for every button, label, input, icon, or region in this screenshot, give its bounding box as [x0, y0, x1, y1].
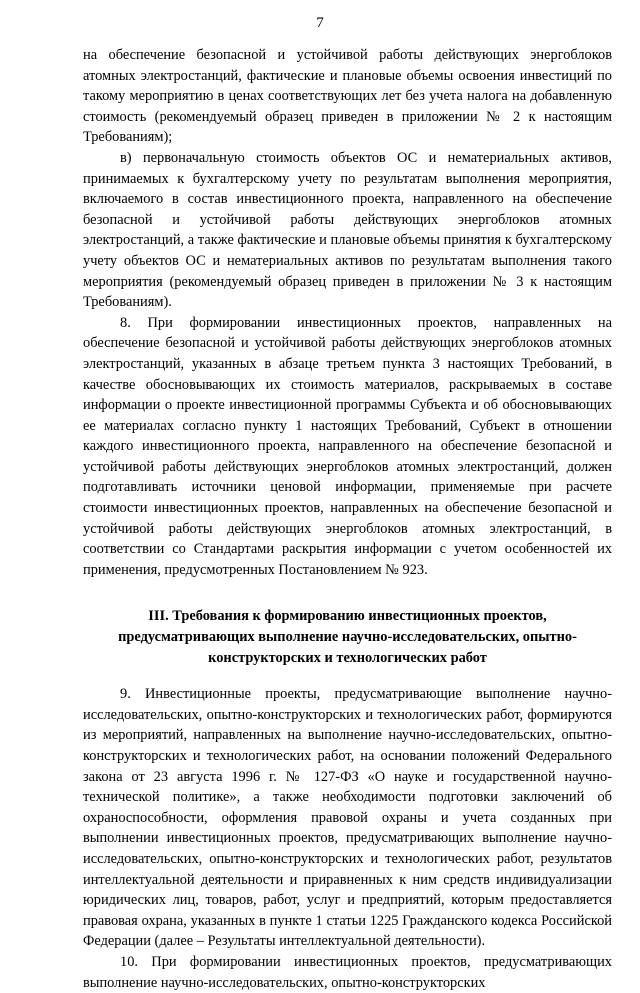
- paragraph-continuation: на обеспечение безопасной и устойчивой работы действующих энергоблоков атомных электростанций, фактические и плановые объемы освоения инвестиций по такому мероприятию в ценах соответствующих лет без учета налога на добавленную стоимость (рекомендуемый образец приведен в приложении № 2 к настоящим Требованиям);: [83, 47, 612, 146]
- document-body: [83, 45, 612, 993]
- paragraph-item-10: 10. При формировании инвестиционных проектов, предусматривающих выполнение научно-исследовательских, опытно-конструкторских: [83, 953, 612, 991]
- paragraph-item-8: 8. При формировании инвестиционных проектов, направленных на обеспечение безопасной и устойчивой работы действующих энергоблоков атомных электростанций, указанных в абзаце третьем пункта 3 настоящих Требований, в качестве обосновывающих их стоимость материалов, раскрываемых в составе информации о проекте инвестиционной программы Субъекта и об обосновывающих ее материалах согласно пункту 1 настоящих Требований, Субъект в отношении каждого инвестиционного проекта, направленного на обеспечение безопасной и устойчивой работы действующих энергоблоков атомных электростанций, должен подготавливать источники ценовой информации, применяемые при расчете стоимости инвестиционных проектов, направленных на обеспечение безопасной и устойчивой работы действующих энергоблоков атомных электростанций, в соответствии со Стандартами раскрытия информации с учетом особенностей их применения, предусмотренных Постановлением № 923.: [83, 314, 612, 578]
- section-heading-line: III. Требования к формированию инвестиционных проектов,: [148, 608, 547, 625]
- section-heading-line: предусматривающих выполнение научно-исследовательских, опытно-: [118, 629, 577, 646]
- paragraph-item-v: в) первоначальную стоимость объектов ОС и нематериальных активов, принимаемых к бухгалтерскому учету по результатам выполнения мероприятия, включаемого в состав инвестиционного проекта, направленного на обеспечение безопасной и устойчивой работы действующих энергоблоков атомных электростанций, а также фактические и плановые объемы принятия к бухгалтерскому учету объектов ОС и нематериальных активов по результатам выполнения такого мероприятия (рекомендуемый образец приведен в приложении № 3 к настоящим Требованиям).: [83, 149, 612, 311]
- section-heading-line: конструкторских и технологических работ: [208, 649, 487, 666]
- section-heading: [83, 606, 612, 668]
- paragraph-item-9: 9. Инвестиционные проекты, предусматривающие выполнение научно-исследовательских, опытно-конструкторских и технологических работ, формируются из мероприятий, направленных на выполнение научно-исследовательских, опытно-конструкторских и технологических работ, на основании положений Федерального закона от 23 августа 1996 г. № 127-ФЗ «О науке и государственной научно-технической политике», а также необходимости подготовки заключений об охраноспособности, оформления правовой охраны и учета созданных при выполнении инвестиционных проектов, предусматривающих выполнение научно-исследовательских, опытно-конструкторских и технологических работ, результатов интеллектуальной деятельности и приравненных к ним средств индивидуализации юридических лиц, товаров, работ, услуг и предприятий, которым предоставляется правовая охрана, указанных в пункте 1 статьи 1225 Гражданского кодекса Российской Федерации (далее – Результаты интеллектуальной деятельности).: [83, 686, 612, 950]
- page-number: 7: [316, 15, 324, 31]
